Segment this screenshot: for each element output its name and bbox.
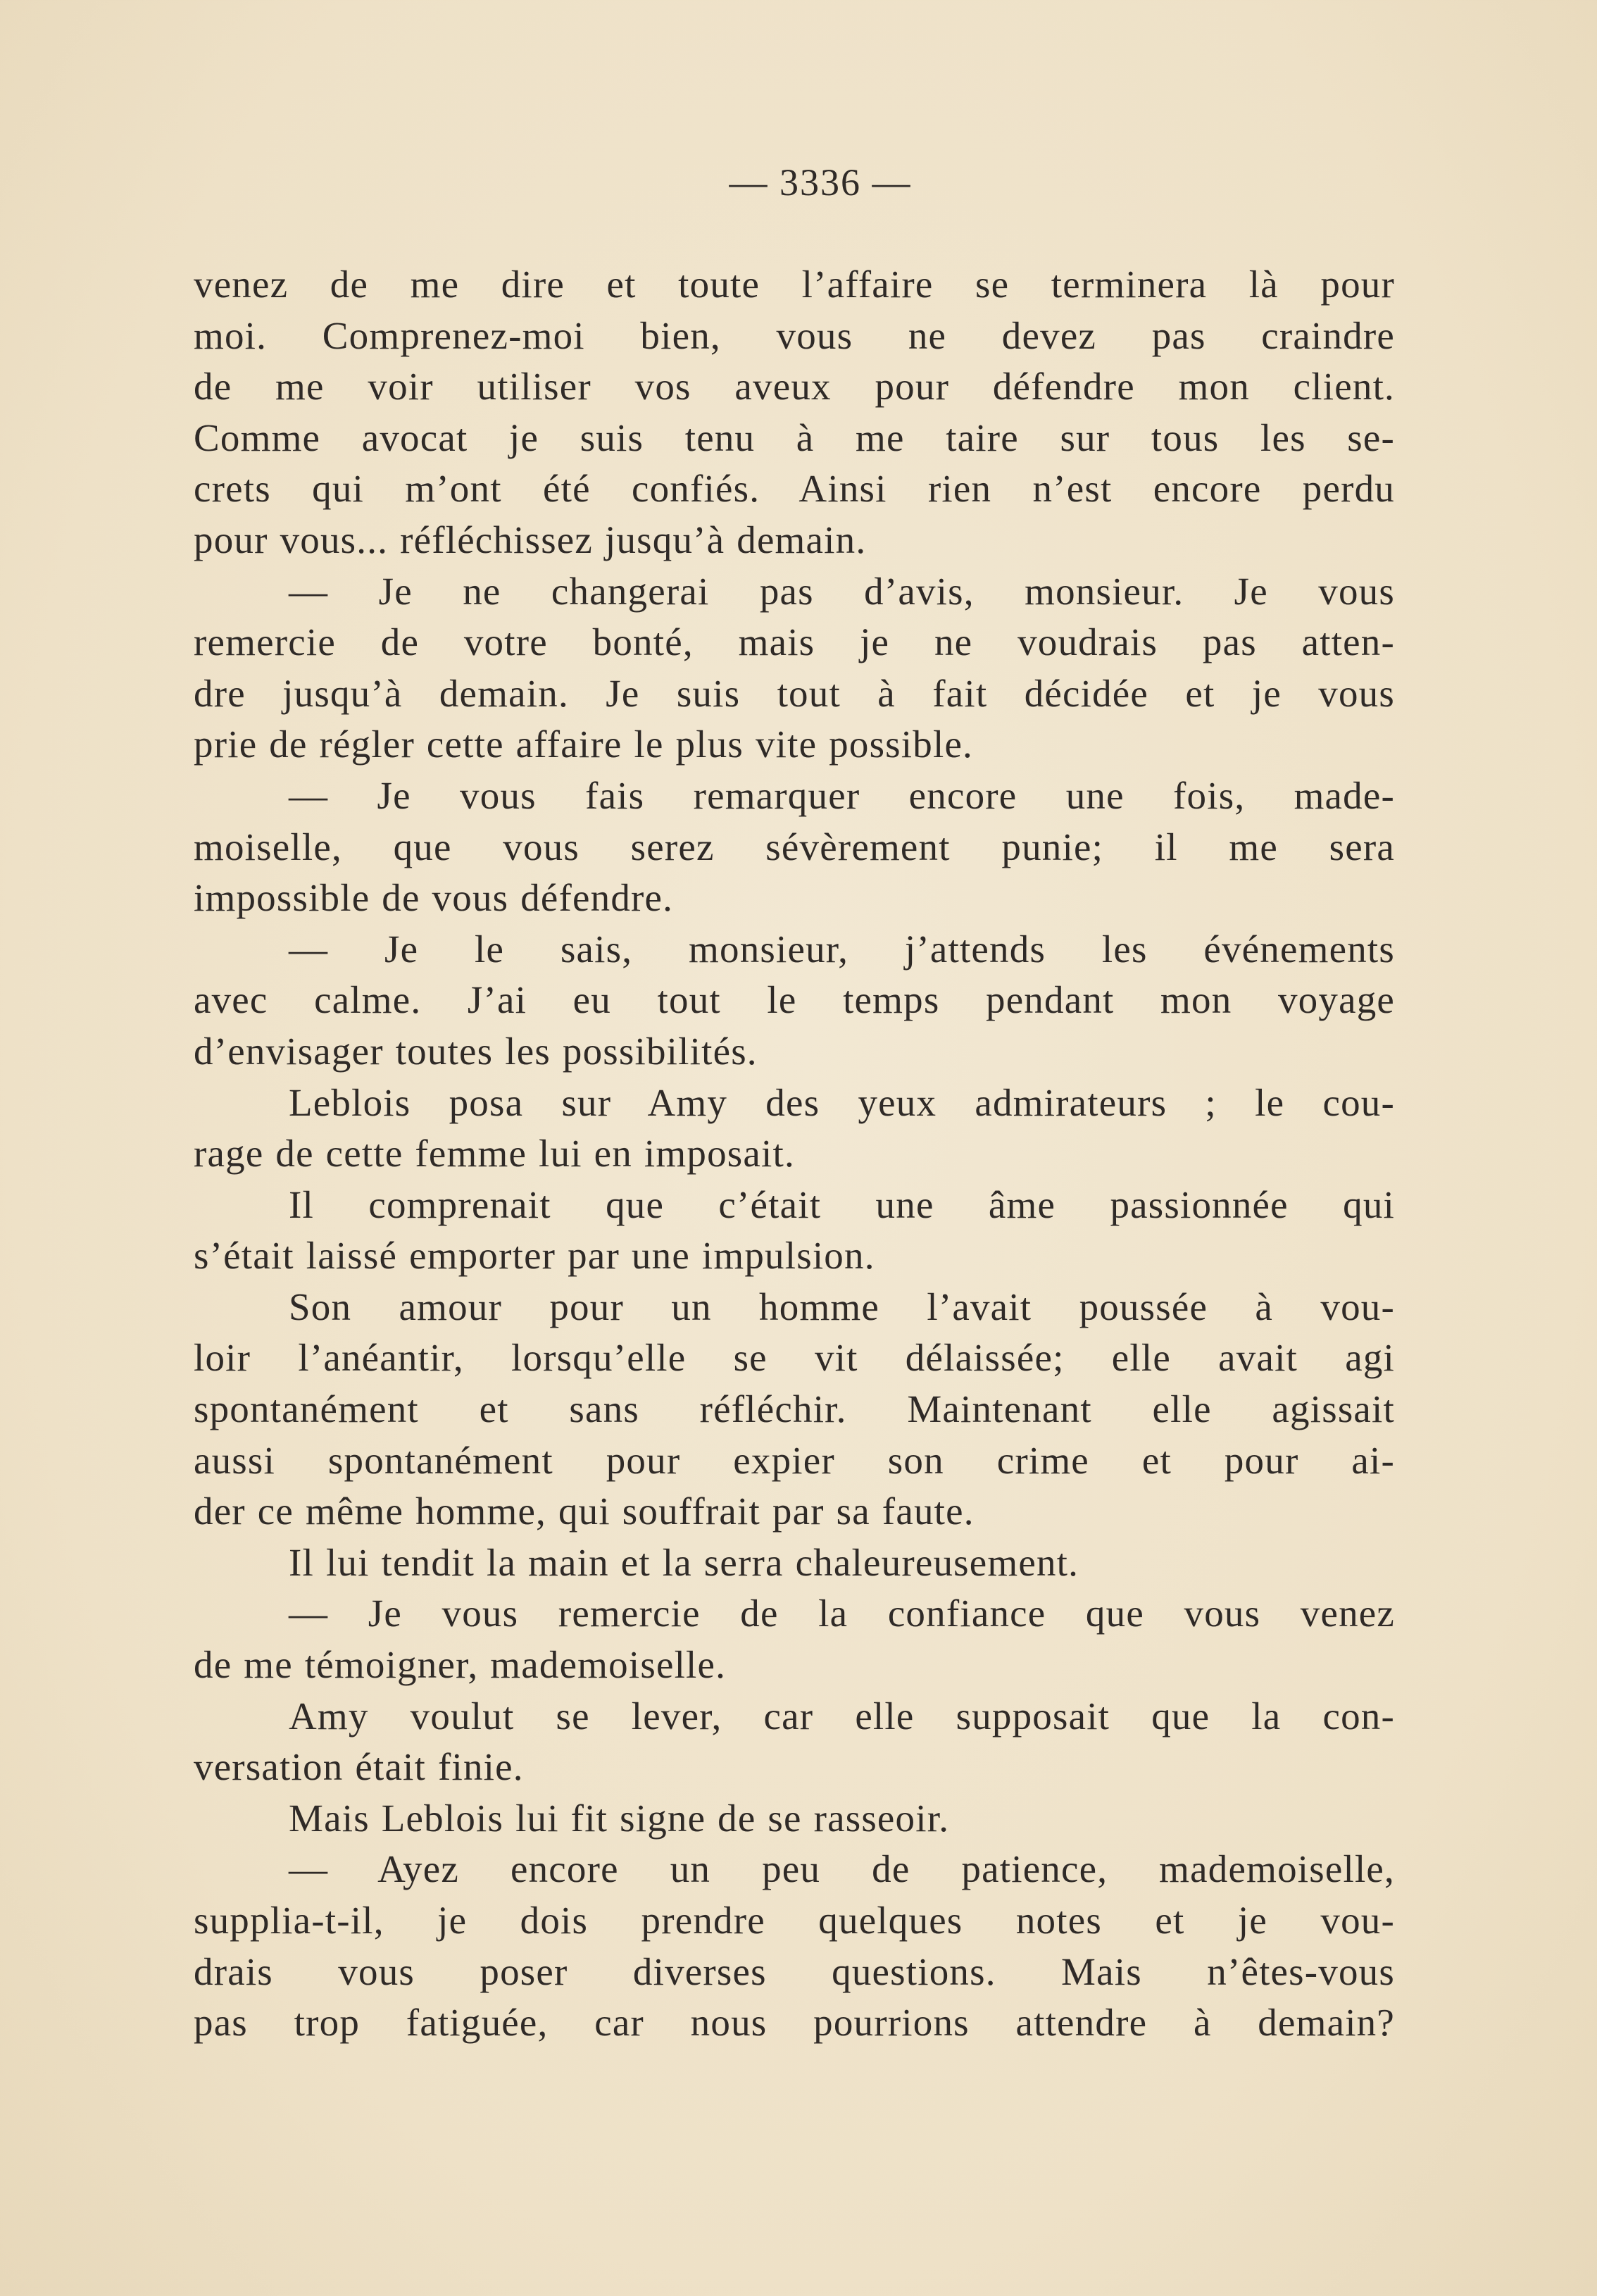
text-line: avec calme. J’ai eu tout le temps pendant mon voyage xyxy=(194,978,1395,1022)
text-line: Comme avocat je suis tenu à me taire sur tous les se- xyxy=(194,416,1395,459)
text-line: — Je le sais, monsieur, j’attends les événements xyxy=(289,927,1395,971)
text-line: — Je vous fais remarquer encore une fois, made- xyxy=(289,773,1395,817)
text-line: — Ayez encore un peu de patience, mademoiselle, xyxy=(289,1847,1395,1891)
text-line: de me voir utiliser vos aveux pour défendre mon client. xyxy=(194,365,1395,408)
text-line: s’était laissé emporter par une impulsion. xyxy=(194,1234,875,1278)
text-line: dre jusqu’à demain. Je suis tout à fait décidée et je vous xyxy=(194,671,1395,715)
text-line: Son amour pour un homme l’avait poussée à vou- xyxy=(289,1285,1395,1328)
text-line: spontanément et sans réfléchir. Maintenant elle agissait xyxy=(194,1387,1395,1431)
text-line: Leblois posa sur Amy des yeux admirateurs ; le cou- xyxy=(289,1080,1395,1124)
text-line: der ce même homme, qui souffrait par sa faute. xyxy=(194,1490,975,1533)
text-line: Mais Leblois lui fit signe de se rasseoir. xyxy=(289,1796,950,1840)
text-line: impossible de vous défendre. xyxy=(194,876,674,920)
text-line: prie de régler cette affaire le plus vite possible. xyxy=(194,723,973,766)
text-line: remercie de votre bonté, mais je ne voudrais pas atten- xyxy=(194,620,1395,664)
text-line: moiselle, que vous serez sévèrement punie; il me sera xyxy=(194,825,1395,868)
text-line: rage de cette femme lui en imposait. xyxy=(194,1132,795,1175)
text-line: Amy voulut se lever, car elle supposait que la con- xyxy=(289,1694,1395,1737)
text-line: — Je ne changerai pas d’avis, monsieur. Je vous xyxy=(289,569,1395,613)
text-line: versation était finie. xyxy=(194,1745,524,1789)
text-line: pas trop fatiguée, car nous pourrions attendre à demain? xyxy=(194,2001,1395,2045)
text-line: Il comprenait que c’était une âme passionnée qui xyxy=(289,1183,1395,1226)
text-line: supplia-t-il, je dois prendre quelques notes et je vou- xyxy=(194,1899,1395,1942)
text-line: d’envisager toutes les possibilités. xyxy=(194,1029,758,1073)
text-line: moi. Comprenez-moi bien, vous ne devez pas craindre xyxy=(194,313,1395,357)
body-text xyxy=(194,259,1395,2049)
text-line: crets qui m’ont été confiés. Ainsi rien n’est encore perdu xyxy=(194,467,1395,511)
page-number: — 3336 — xyxy=(729,161,912,204)
text-line: aussi spontanément pour expier son crime et pour ai- xyxy=(194,1438,1395,1482)
text-line: venez de me dire et toute l’affaire se terminera là pour xyxy=(194,263,1395,306)
text-line: pour vous... réfléchissez jusqu’à demain. xyxy=(194,518,867,561)
text-line: — Je vous remercie de la confiance que vous venez xyxy=(289,1592,1395,1635)
text-line: loir l’anéantir, lorsqu’elle se vit délaissée; elle avait agi xyxy=(194,1336,1395,1380)
text-line: Il lui tendit la main et la serra chaleureusement. xyxy=(289,1540,1079,1584)
text-line: de me témoigner, mademoiselle. xyxy=(194,1643,727,1687)
text-line: drais vous poser diverses questions. Mais n’êtes-vous xyxy=(194,1949,1395,1993)
